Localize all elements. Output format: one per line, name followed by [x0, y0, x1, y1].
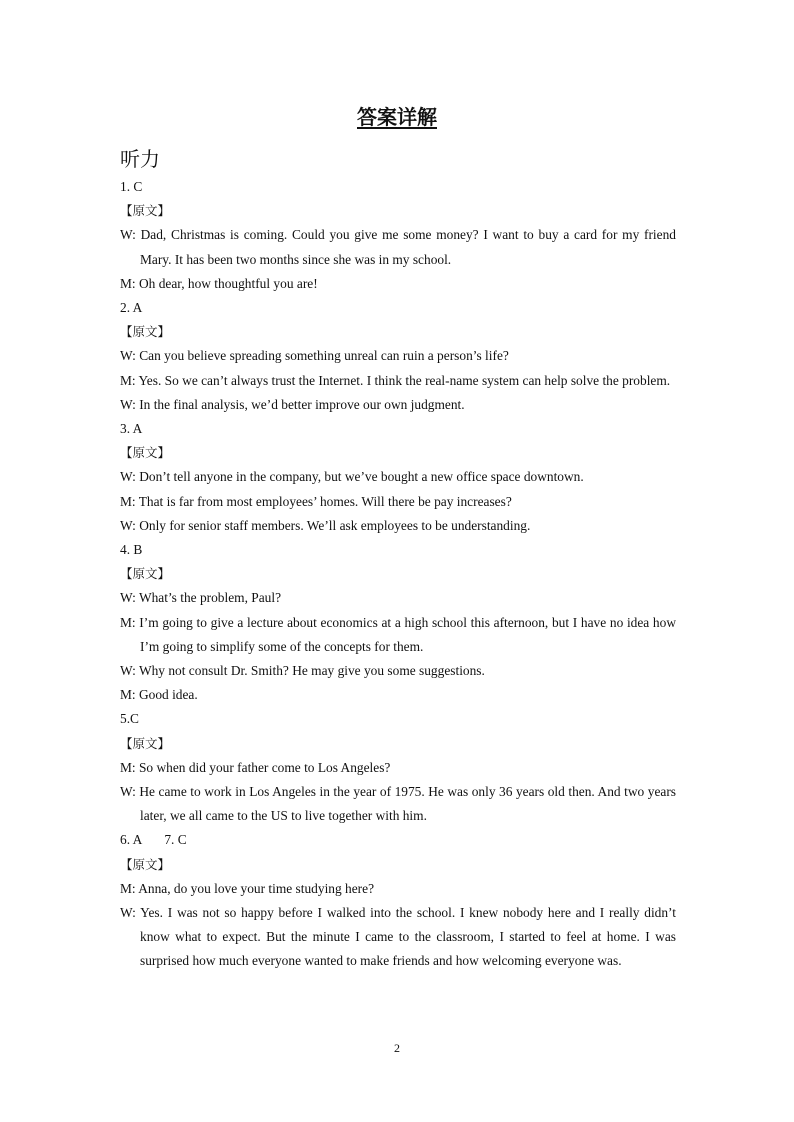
answer-key-4: 4. B: [120, 541, 143, 557]
transcript-line: W: Yes. I was not so happy before I walked into the school. I knew nobody here and I really didn’t know what to expect. But the minute I came to the classroom, I started to feel at home. I was surprised how much everyone wanted to make friends and how welcoming everyone was.: [120, 904, 676, 969]
transcript-label: 【原文】: [120, 324, 171, 340]
transcript-line: W: He came to work in Los Angeles in the year of 1975. He was only 36 years old then. And two years later, we all came to the US to live together with him.: [120, 783, 676, 824]
transcript-label: 【原文】: [120, 203, 171, 219]
answer-key-3: 3. A: [120, 420, 143, 436]
transcript-line: M: That is far from most employees’ homes. Will there be pay increases?: [120, 493, 512, 509]
answer-key-6: 6. A: [120, 832, 143, 848]
answer-key-6-7: [120, 828, 676, 852]
section-heading-listening: 听力: [120, 147, 160, 171]
transcript-line: M: Yes. So we can’t always trust the Internet. I think the real-name system can help solve the problem.: [120, 372, 671, 388]
transcript-line: W: Only for senior staff members. We’ll ask employees to be understanding.: [120, 517, 531, 533]
document-title-text: 答案详解: [357, 105, 437, 129]
transcript-line: M: So when did your father come to Los Angeles?: [120, 759, 391, 775]
answer-key-5: 5.C: [120, 711, 139, 727]
transcript-line: M: Oh dear, how thoughtful you are!: [120, 275, 318, 291]
answer-key-2: 2. A: [120, 299, 143, 315]
page-number: 2: [394, 1041, 400, 1055]
transcript-line: W: Don’t tell anyone in the company, but we’ve bought a new office space downtown.: [120, 469, 584, 485]
document-title: [0, 103, 794, 131]
transcript-label: 【原文】: [120, 856, 171, 872]
answer-key-7: 7. C: [164, 832, 187, 848]
transcript-line: W: Dad, Christmas is coming. Could you give me some money? I want to buy a card for my friend Mary. It has been two months since she was in my school.: [120, 227, 676, 267]
answer-content: [120, 175, 676, 974]
transcript-label: 【原文】: [120, 566, 171, 582]
transcript-label: 【原文】: [120, 735, 171, 751]
transcript-line: M: Good idea.: [120, 687, 198, 703]
transcript-line: M: Anna, do you love your time studying here?: [120, 880, 375, 896]
transcript-line: W: Can you believe spreading something unreal can ruin a person’s life?: [120, 348, 509, 364]
transcript-line: W: In the final analysis, we’d better improve our own judgment.: [120, 396, 465, 412]
transcript-label: 【原文】: [120, 445, 171, 461]
transcript-line: W: What’s the problem, Paul?: [120, 590, 282, 606]
transcript-line: M: I’m going to give a lecture about economics at a high school this afternoon, but I have no idea how I’m going to simplify some of the concepts for them.: [120, 614, 676, 654]
answer-key-1: 1. C: [120, 179, 143, 194]
transcript-line: W: Why not consult Dr. Smith? He may give you some suggestions.: [120, 662, 485, 678]
